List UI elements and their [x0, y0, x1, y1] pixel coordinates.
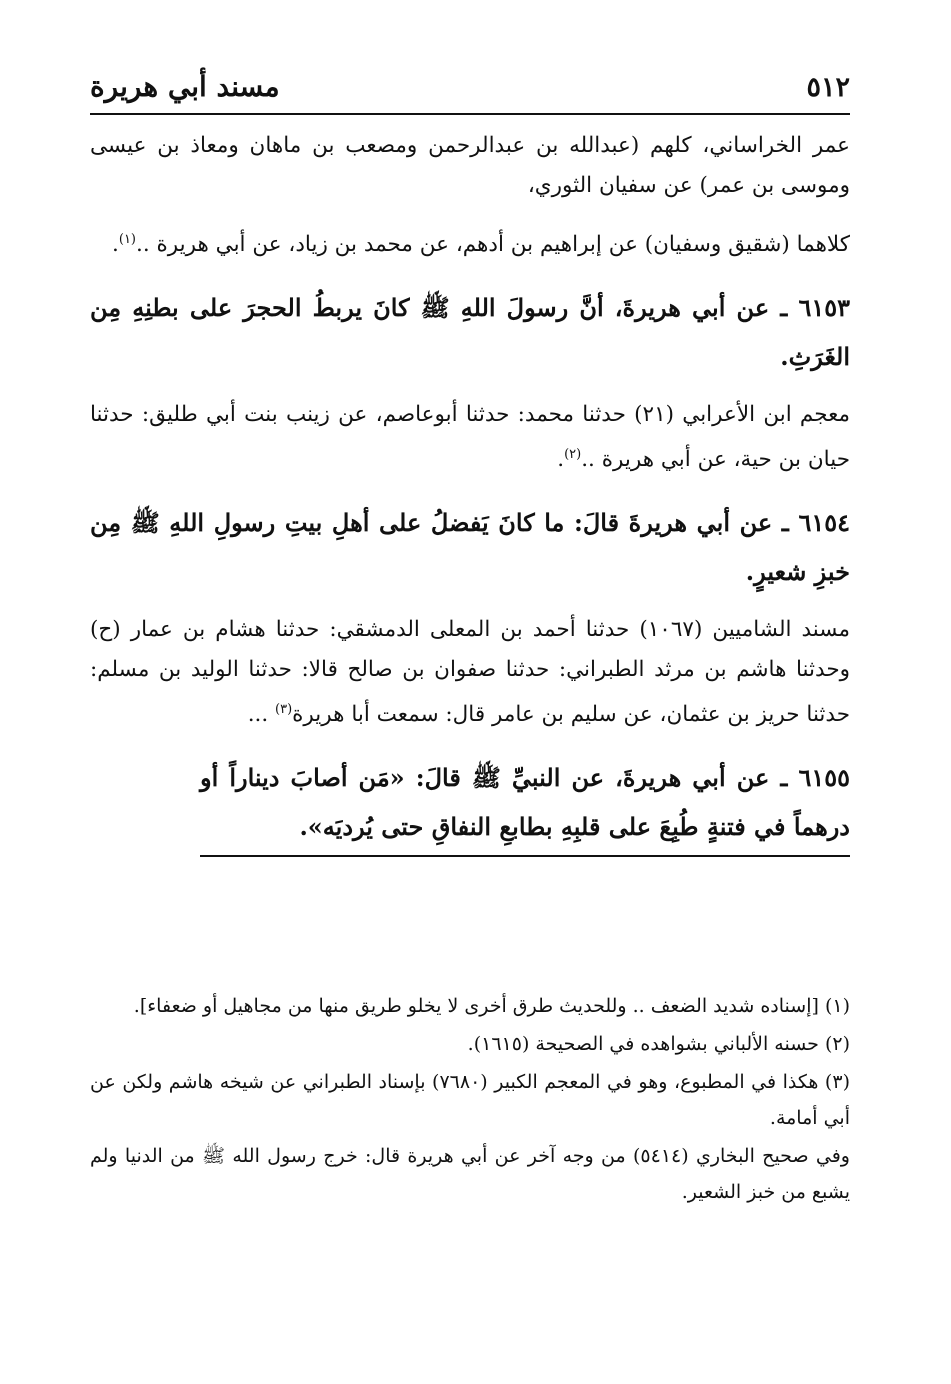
- paragraph-text: مسند الشاميين (١٠٦٧) حدثنا أحمد بن المعلى الدمشقي: حدثنا هشام بن عمار (ح) وحدثنا هاشم بن مرثد الطبراني: حدثنا صفوان بن صالح قالا: حدثنا الوليد بن مسلم: حدثنا حريز بن عثمان، عن سليم بن عامر قال: سمعت أبا هريرة: [90, 617, 850, 728]
- footnote-1: (١) [إسناده شديد الضعف .. وللحديث طرق أخرى لا يخلو طريق منها من مجاهيل أو ضعفاء].: [133, 995, 850, 1017]
- footnote-2: (٢) حسنه الألباني بشواهده في الصحيحة (١٦١٥).: [467, 1033, 850, 1055]
- footnotes: [90, 988, 850, 1212]
- book-page: [90, 0, 850, 1384]
- header-rule: [90, 113, 850, 115]
- paragraph-chain: عمر الخراساني، كلهم (عبدالله بن عبدالرحمن ومصعب بن ماهان ومعاذ بن عيسى وموسى بن عمر) عن سفيان الثوري،: [90, 133, 850, 198]
- paragraph-text: معجم ابن الأعرابي (٢١) حدثنا محمد: حدثنا أبوعاصم، عن زينب بنت أبي طليق: حدثنا حيان بن حية، عن أبي هريرة ..: [90, 402, 850, 473]
- page-number: ٥١٢: [806, 72, 850, 103]
- footnote-3: (٣) هكذا في المطبوع، وهو في المعجم الكبير (٧٦٨٠) بإسناد الطبراني عن شيخه هاشم ولكن عن أبي أمامة.: [90, 1071, 850, 1129]
- footnote-ref: (١): [118, 232, 136, 247]
- page-header: [90, 66, 850, 110]
- footnote-ref: (٢): [564, 447, 582, 463]
- footnote-ref: (٣): [275, 702, 293, 718]
- hadith-6153: ٦١٥٣ ـ عن أبي هريرةَ، أنَّ رسولَ اللهِ ﷺ كانَ يربطُ الحجرَ على بطنِهِ مِن الغَرَثِ.: [90, 293, 850, 372]
- paragraph-text: كلاهما (شقيق وسفيان) عن إبراهيم بن أدهم، عن محمد بن زياد، عن أبي هريرة ..: [136, 232, 850, 258]
- paragraph-tail: ...: [247, 702, 276, 728]
- running-title: مسند أبي هريرة: [90, 70, 280, 103]
- paragraph-chain-2: كلاهما (شقيق وسفيان) عن إبراهيم بن أدهم، عن محمد بن زياد، عن أبي هريرة ..$^{(١)}$.: [112, 232, 850, 258]
- hadith-6154: ٦١٥٤ ـ عن أبي هريرةَ قالَ: ما كانَ يَفضلُ على أهلِ بيتِ رسولِ اللهِ ﷺ مِن خبزِ شعيرٍ.: [90, 508, 850, 587]
- source-6153: معجم ابن الأعرابي (٢١) حدثنا محمد: حدثنا أبوعاصم، عن زينب بنت أبي طليق: حدثنا حيان بن حية، عن أبي هريرة ..$^{(٢)}$.: [90, 402, 850, 473]
- main-text: [90, 126, 850, 871]
- source-6154: [90, 610, 850, 735]
- footnote-3-continued: وفي صحيح البخاري (٥٤١٤) من وجه آخر عن أبي هريرة قال: خرج رسول الله ﷺ من الدنيا ولم يشبع من خبز الشعير.: [90, 1145, 850, 1203]
- hadith-6155: ٦١٥٥ ـ عن أبي هريرةَ، عن النبيِّ ﷺ قالَ: «مَن أصابَ ديناراً أو درهماً في فتنةٍ طُبِعَ على قلبِهِ بطابعِ النفاقِ حتى يُرديَه».: [200, 753, 850, 857]
